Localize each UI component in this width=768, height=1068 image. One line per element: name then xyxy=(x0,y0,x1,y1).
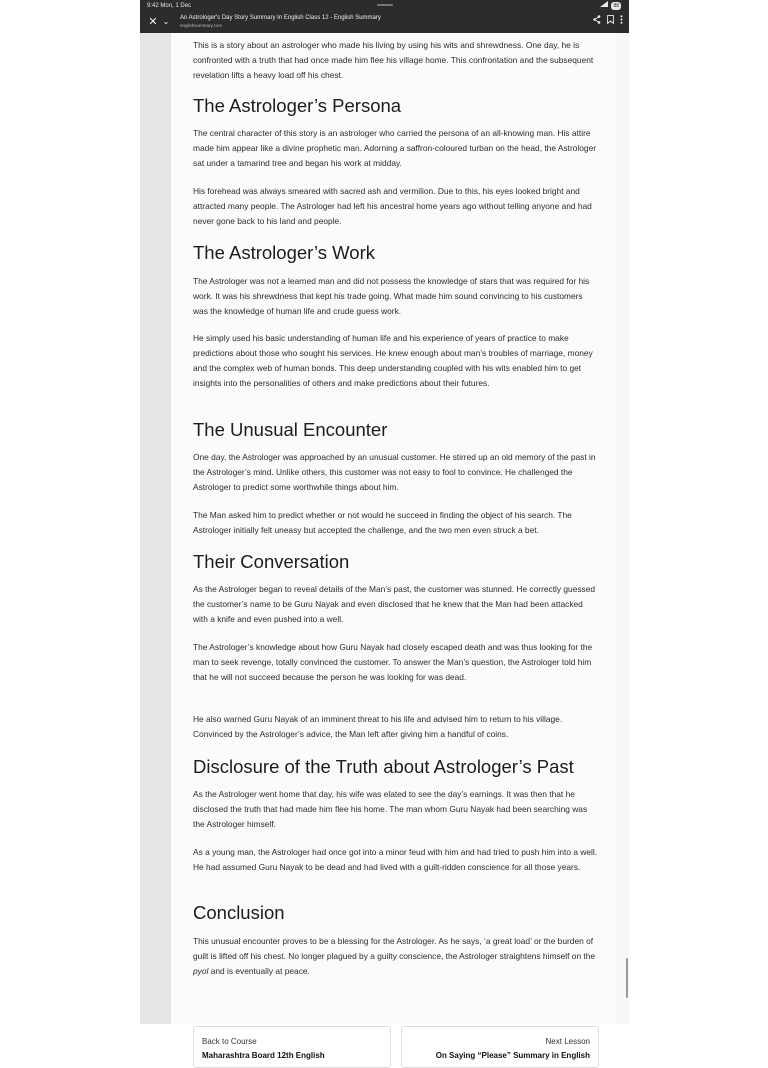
prev-lesson-label: Back to Course xyxy=(202,1037,257,1046)
toolbar-actions xyxy=(593,15,623,29)
conclusion-text: This unusual encounter proves to be a blessing for the Astrologer. As he says, ‘a great load’ or the burden of guilt is lifted off his chest. No longer plagued by a guilty conscience, the Astrologer straightens himself on the xyxy=(193,936,596,961)
close-icon[interactable]: ✕ xyxy=(148,16,158,28)
status-bar xyxy=(140,0,629,12)
bookmark-icon[interactable] xyxy=(607,15,614,29)
paragraph: The Astrologer’s knowledge about how Guru Nayak had closely escaped death and was thus looking for the man to seek revenge, totally convinced the customer. To answer the Man’s question, the Astrologer told him that he will not succeed because the person he was looking for was dead. xyxy=(193,642,593,682)
share-icon[interactable] xyxy=(593,15,601,29)
section-heading: Disclosure of the Truth about Astrologer’s Past xyxy=(193,756,574,777)
paragraph: He also warned Guru Nayak of an imminent threat to his life and advised him to return to his village. Convinced by the Astrologer’s advice, the Man left after giving him a handful of coins. xyxy=(193,714,563,739)
paragraph: As the Astrologer went home that day, his wife was elated to see the day’s earnings. It was then that he disclosed the truth that had made him flee his home. The man whom Guru Nayak had been searching was the Astrologer himself. xyxy=(193,789,588,829)
camera-notch xyxy=(377,4,393,6)
next-lesson-label: Next Lesson xyxy=(545,1037,590,1046)
section-heading: Their Conversation xyxy=(193,551,350,572)
section-heading: The Unusual Encounter xyxy=(193,419,388,440)
paragraph: The Astrologer was not a learned man and did not possess the knowledge of stars that was required for his work. It was his shrewdness that kept his trade going. What made him sound convincing to his customers was the knowledge of human life and crude guess work. xyxy=(193,276,590,316)
paragraph: The central character of this story is an astrologer who carried the persona of an all-knowing man. His attire made him appear like a divine prophetic man. Adorning a saffron-coloured turban on the head, the Astrologer sat under a tamarind tree and began his work at midday. xyxy=(193,128,597,168)
custom-tab-toolbar xyxy=(140,12,629,33)
prev-lesson-card[interactable] xyxy=(193,1026,391,1068)
scrollbar-thumb[interactable] xyxy=(626,958,628,998)
intro-paragraph: This is a story about an astrologer who made his living by using his wits and shrewdness. One day, he is confronted with a truth that had once made him flee his village home. This confrontation and the subsequent revelation lifts a heavy load off his chest. xyxy=(193,40,594,80)
next-lesson-title[interactable]: On Saying “Please” Summary in English xyxy=(435,1051,590,1060)
status-time: 9:42 Mon, 1 Dec xyxy=(147,3,192,9)
page-content xyxy=(171,33,617,1060)
paragraph: His forehead was always smeared with sacred ash and vermilion. Due to this, his eyes looked bright and attracted many people. The Astrologer had left his ancestral home years ago without telling anyone and had never gone back to his land and people. xyxy=(193,186,592,226)
section-heading: The Astrologer’s Persona xyxy=(193,95,402,116)
page-url: englishsummary.com xyxy=(180,23,223,28)
conclusion-tail: and is eventually at peace. xyxy=(208,966,310,976)
pyol-word: pyol xyxy=(193,966,209,976)
signal-icon xyxy=(600,0,608,12)
section-heading: Conclusion xyxy=(193,902,285,923)
paragraph: The Man asked him to predict whether or not would he succeed in finding the object of his search. The Astrologer initially felt uneasy but accepted the challenge, and the two men even struck a bet. xyxy=(193,510,572,535)
page-title: An Astrologer's Day Story Summary In English Class 12 - English Summary xyxy=(180,15,381,21)
paragraph: One day, the Astrologer was approached by an unusual customer. He stirred up an old memory of the past in the Astrologer’s mind. Unlike others, this customer was not easy to fool to convince. He challenged the Astrologer to predict some worthwhile things about him. xyxy=(193,452,596,492)
browser-window xyxy=(140,0,629,1060)
paragraph: He simply used his basic understanding of human life and his experience of years of practice to make predictions about those who sought his services. He knew enough about man’s troubles of marriage, money and the complex web of human bonds. This deep understanding coupled with his wits enabled him to get insights into the personalities of others and make predictions about their futures. xyxy=(193,333,593,388)
battery-icon: 88 xyxy=(613,3,619,9)
paragraph: As a young man, the Astrologer had once got into a minor feud with him and had tried to push him into a well. He had assumed Guru Nayak to be dead and had lived with a guilt-ridden conscience for all those years. xyxy=(193,847,598,872)
conclusion-paragraph xyxy=(193,934,599,979)
more-vert-icon[interactable] xyxy=(620,15,623,29)
page-gutter xyxy=(140,33,171,1024)
chevron-down-icon[interactable]: ⌄ xyxy=(162,17,170,26)
prev-lesson-title[interactable]: Maharashtra Board 12th English xyxy=(202,1051,325,1060)
system-icons xyxy=(600,0,621,12)
next-lesson-card[interactable] xyxy=(401,1026,599,1068)
paragraph: As the Astrologer began to reveal details of the Man’s past, the customer was stunned. He correctly guessed the customer’s name to be Guru Nayak and even disclosed that he knew that the Man had been attacked with a knife and even pushed into a well. xyxy=(193,584,596,624)
section-heading: The Astrologer’s Work xyxy=(193,242,375,263)
